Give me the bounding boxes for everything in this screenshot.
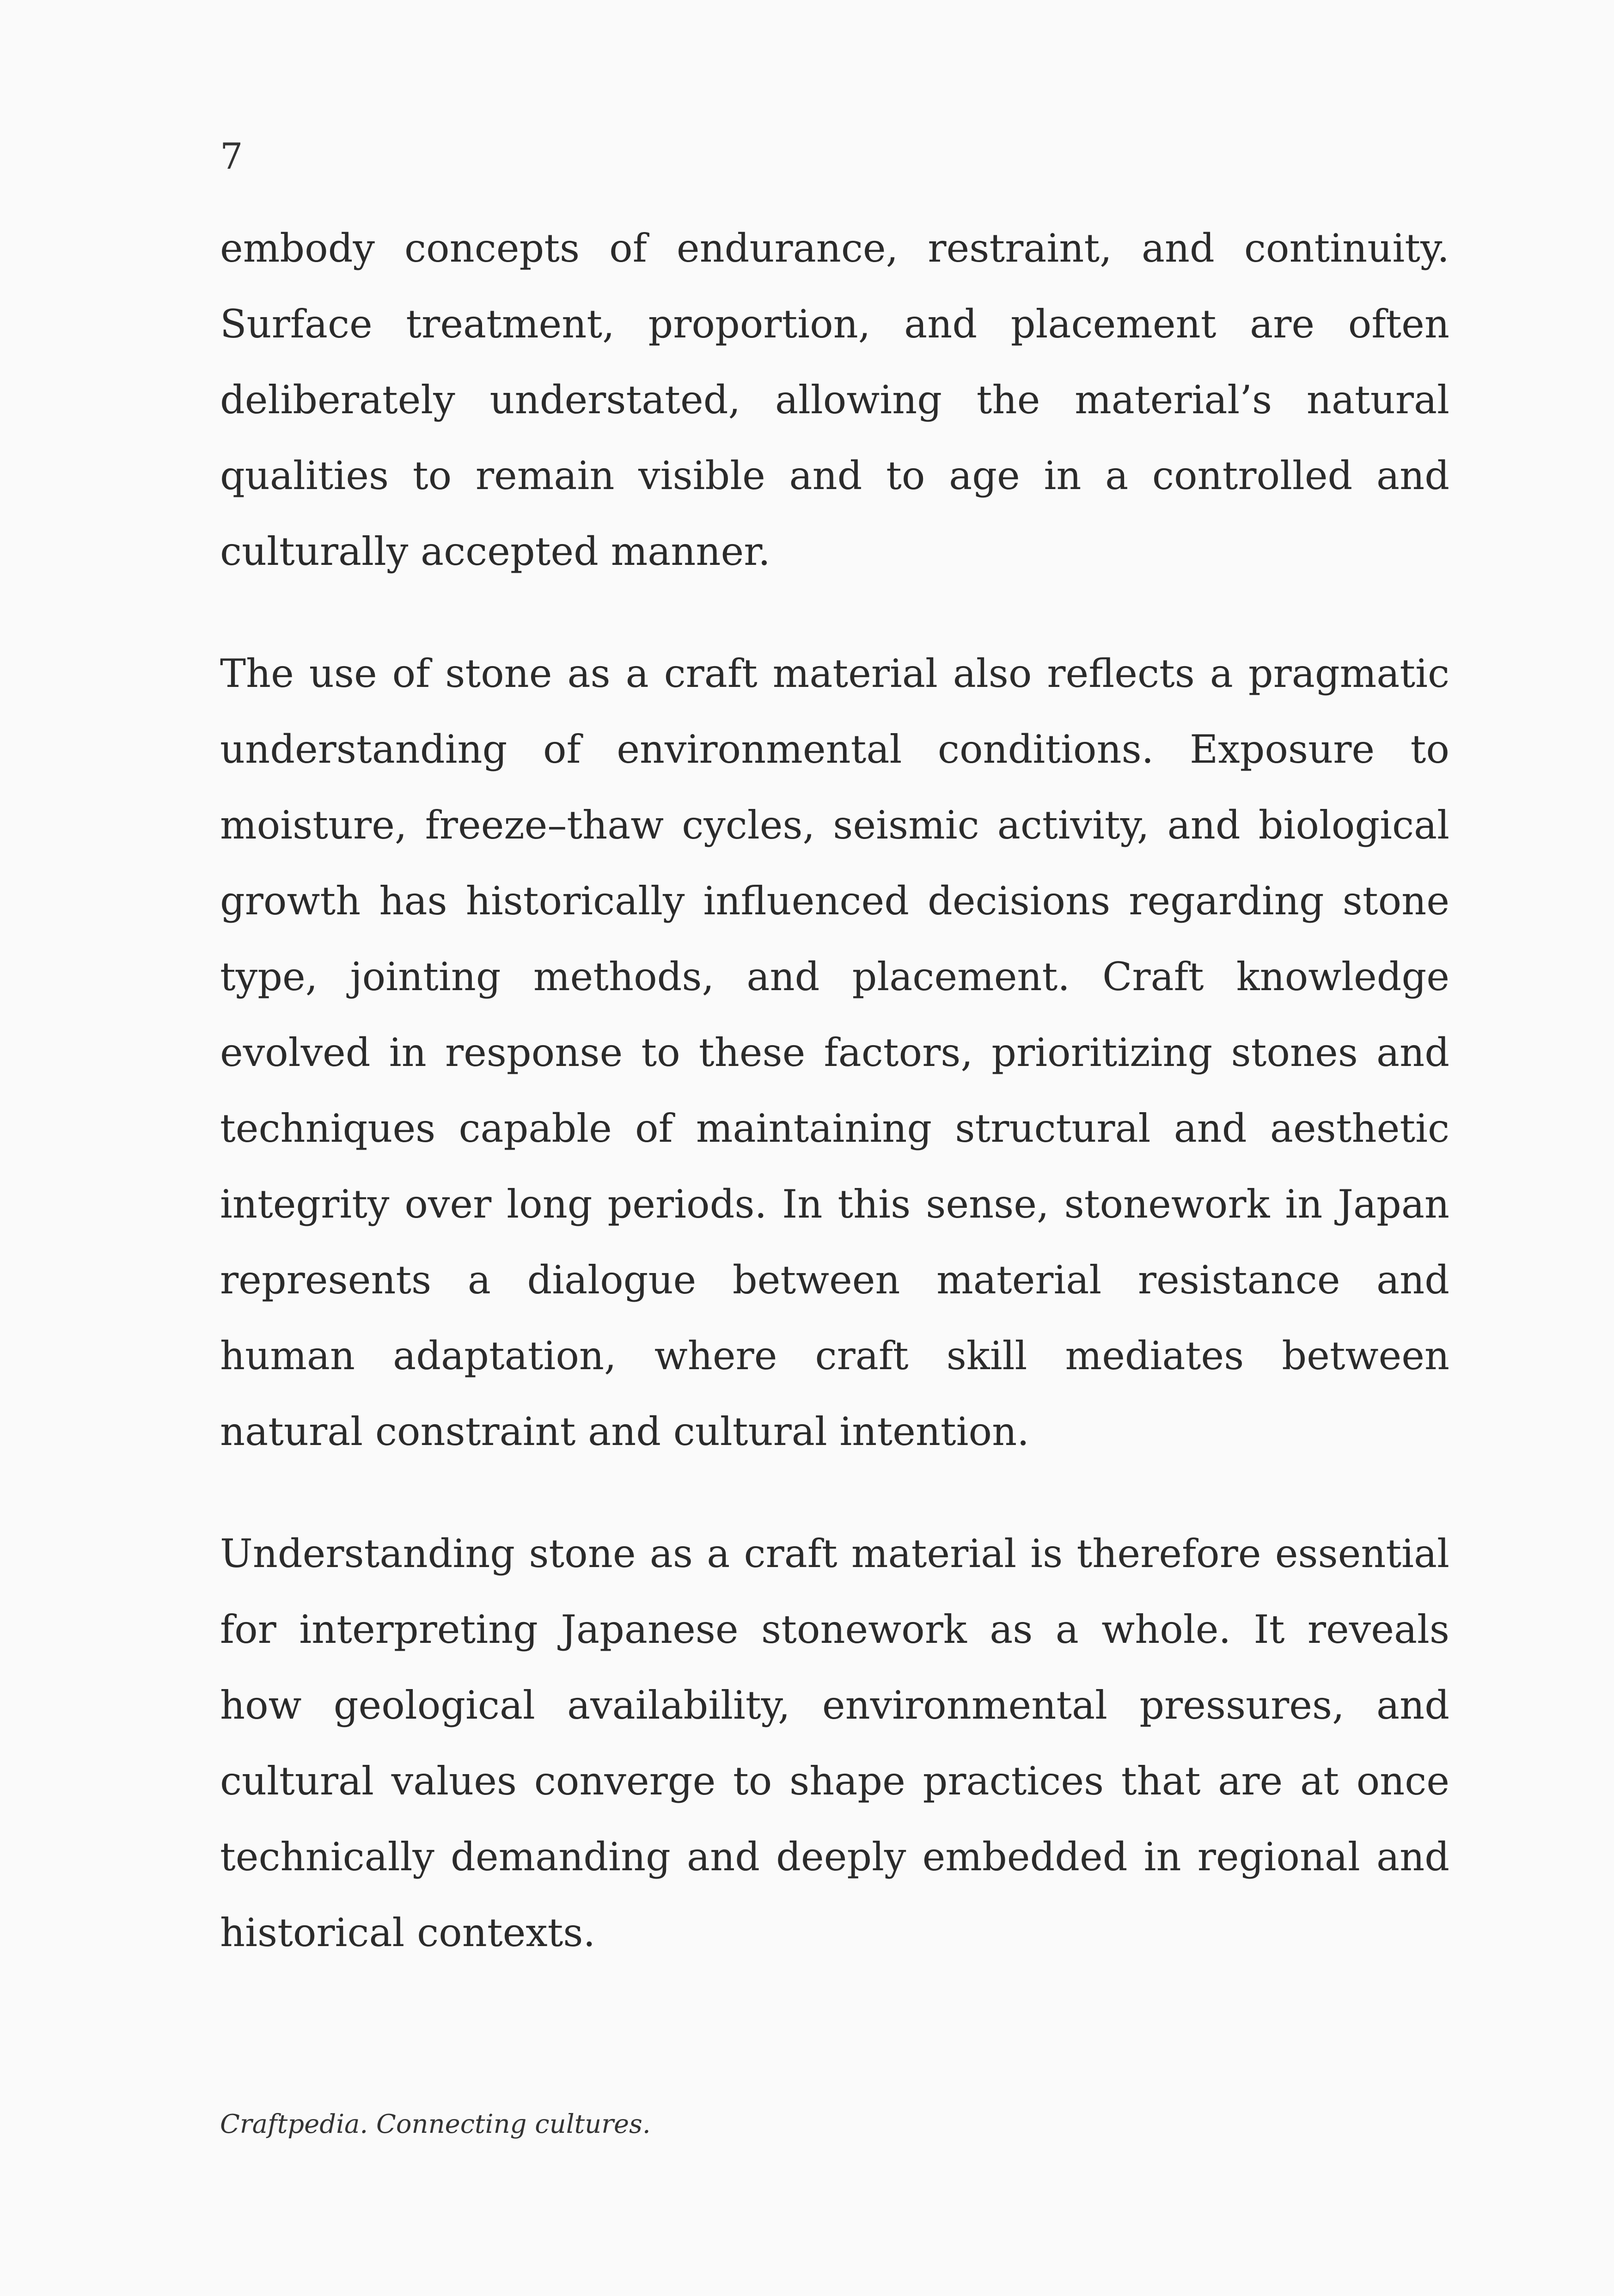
footer-tagline: Craftpedia. Connecting cultures. <box>220 2109 651 2139</box>
paragraph-3: Understanding stone as a craft material is therefore essential for interpreting Japanese stonework as a whole. It reveals how geological availability, environmental pressures, and cultural values converge to shape practices that are at once technically demanding and deeply embedded in regional and historical contexts. <box>220 1531 1449 1955</box>
paragraph-1: embody concepts of endurance, restraint, and continuity. Surface treatment, proportion, and placement are often deliberately understated, allowing the material’s natural qualities to remain visible and to age in a controlled and culturally accepted manner. <box>220 226 1449 574</box>
paragraph-2: The use of stone as a craft material also reflects a pragmatic understanding of environmental conditions. Exposure to moisture, freeze–thaw cycles, seismic activity, and biological growth has historically influenced decisions regarding stone type, jointing methods, and placement. Craft knowledge evolved in response to these factors, prioritizing stones and techniques capable of maintaining structural and aesthetic integrity over long periods. In this sense, stonework in Japan represents a dialogue between material resistance and human adaptation, where craft skill mediates between natural constraint and cultural intention. <box>220 651 1449 1454</box>
page-number: 7 <box>220 136 243 178</box>
page-body <box>220 210 1449 1971</box>
